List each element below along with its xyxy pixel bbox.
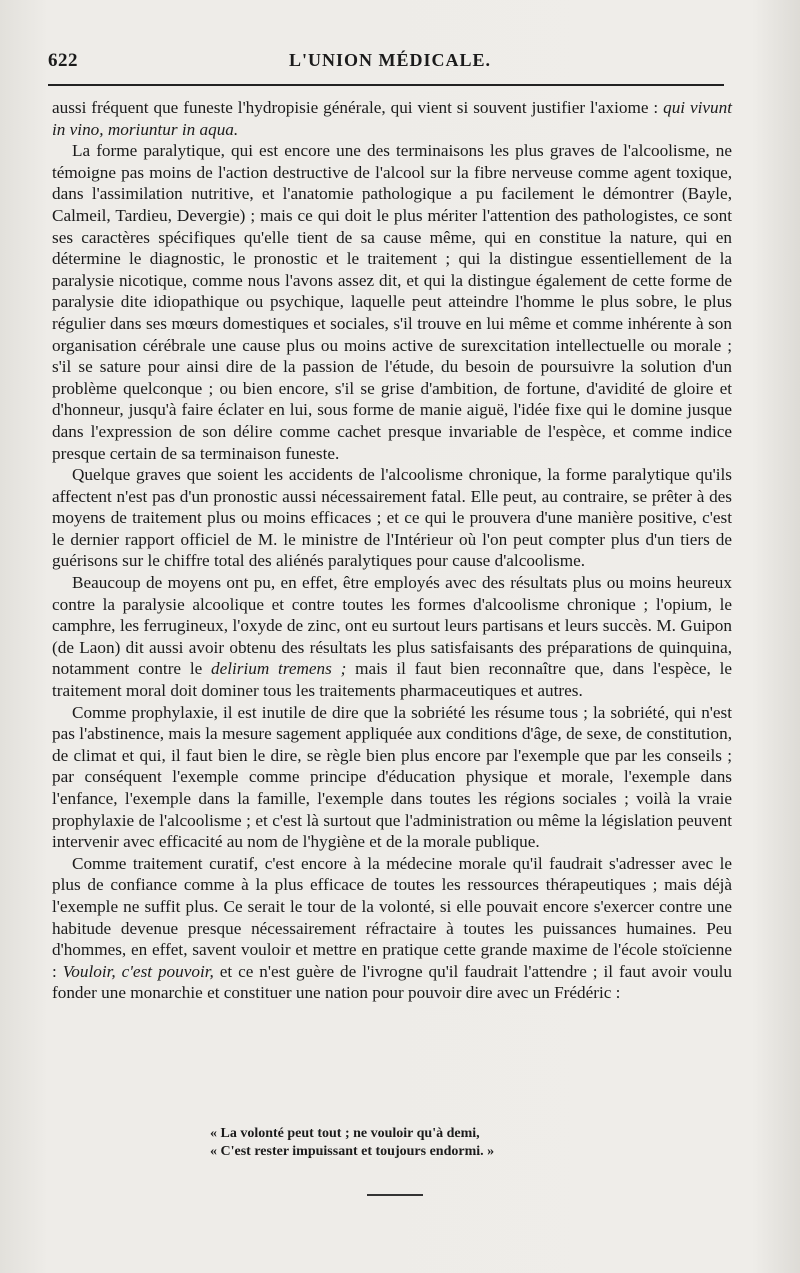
italic-text: delirium tremens ; xyxy=(211,659,347,679)
text-run: La forme paralytique, qui est encore une des terminaisons les plus graves de l'alcoolisme, ne témoigne pas moins de l'action destructive de l'alcool sur la fibre nerveuse comme agent toxique, dans l'assimilation nutritive, et l'anatomie pathologique a pu facilement le démontrer (Bayle, Calmeil, Tardieu, Devergie) ; mais ce qui doit le plus mériter l'attention des pathologistes, ce sont ses caractères spécifiques qu'elle tient de sa cause même, qui en constitue la nature, qui en détermine le diagnostic, le pronostic et le traitement ; qui la distingue essentiellement de la paralysie nicotique, comme nous l'avons assez dit, et qui la distingue également de cette forme de paralysie dite idiopathique ou psychique, laquelle peut atteindre l'homme le plus sobre, le plus régulier dans ses mœurs domestiques et sociales, s'il trouve en lui même et comme inhérente à son organisation cérébrale une cause plus ou moins active de surexcitation intellectuelle ou morale ; s'il se sature pour ainsi dire de la passion de l'étude, du besoin de poursuivre la solution d'un problème quelconque ; ou bien encore, s'il se grise d'ambition, de fortune, d'avidité de gloire et d'honneur, jusqu'à faire éclater en lui, sous forme de manie aiguë, l'idée fixe qui le domine jusque dans l'expression de son délire comme cachet presque invariable de l'espèce, et comme indice presque certain de sa terminaison funeste. xyxy=(52,141,732,463)
paragraph xyxy=(52,572,732,702)
paragraph xyxy=(52,97,732,140)
verse-line-2: « C'est rester impuissant et toujours endormi. » xyxy=(210,1144,495,1159)
italic-text: qui vivunt in vino, moriuntur in aqua. xyxy=(52,98,732,139)
paragraph xyxy=(52,702,732,853)
page-number: 622 xyxy=(48,50,78,71)
verse-line-1: « La volonté peut tout ; ne vouloir qu'à demi, xyxy=(210,1126,480,1141)
text-run: aussi fréquent que funeste l'hydropisie générale, qui vient si souvent justifier l'axiome : xyxy=(52,98,664,117)
header-rule xyxy=(48,84,724,86)
text-run: Quelque graves que soient les accidents de l'alcoolisme chronique, la forme paralytique qu'ils affectent n'est pas d'un pronostic aussi nécessairement fatal. Elle peut, au contraire, se prêter à des moyens de traitement plus ou moins efficaces ; et ce qui le prouvera d'une manière positive, c'est le dernier rapport officiel de M. le ministre de l'Intérieur où l'on peut compter plus d'un tiers de guérisons sur le chiffre total des aliénés paralytiques pour cause d'alcoolisme. xyxy=(52,465,732,571)
italic-text: Vouloir, c'est pouvoir, xyxy=(62,961,214,981)
text-run: mais il faut bien reconnaître que, dans l'espèce, le traitement moral doit dominer tous les traitements pharmaceutiques et autres. xyxy=(52,659,732,701)
running-head: L'UNION MÉDICALE. xyxy=(288,50,492,70)
page-header xyxy=(48,48,732,84)
verse-quote xyxy=(210,1125,650,1161)
text-run: Comme prophylaxie, il est inutile de dire que la sobriété les résume tous ; la sobriété, qui n'est pas l'abstinence, mais la mesure sagement appliquée aux conditions d'âge, de sexe, de constitution, de climat et qui, il faut bien le dire, se règle bien plus encore par l'exemple que par les conseils ; par conséquent l'exemple comme principe d'éducation physique et morale, l'exemple dans l'enfance, l'exemple dans la famille, l'exemple dans toutes les régions sociales ; voilà la vraie prophylaxie de l'alcoolisme ; et c'est là surtout que l'administration ou même la législation peuvent intervenir avec efficacité au nom de l'hygiène et de la morale publique. xyxy=(52,702,732,852)
body-text xyxy=(52,97,732,1004)
paragraph xyxy=(52,464,732,572)
paragraph xyxy=(52,140,732,464)
text-run: Beaucoup de moyens ont pu, en effet, être employés avec des résultats plus ou moins heureux contre la paralysie alcoolique et contre toutes les formes d'alcoolisme chronique ; l'opium, le camphre, les ferrugineux, l'oxyde de zinc, ont eu surtout leurs partisans et leurs succès. M. Guipon (de Laon) dit aussi avoir obtenu des résultats les plus satisfaisants des préparations de quinquina, notamment contre le xyxy=(52,573,732,679)
text-run: et ce n'est guère de l'ivrogne qu'il faudrait l'attendre ; il faut avoir voulu fonder une monarchie et constituer une nation pour pouvoir dire avec un Frédéric : xyxy=(52,961,732,1003)
paragraph xyxy=(52,853,732,1004)
text-run: Comme traitement curatif, c'est encore à la médecine morale qu'il faudrait s'adresser avec le plus de confiance comme à la plus efficace de toutes les ressources thérapeutiques ; mais déjà l'exemple ne suffit plus. Ce serait le tour de la volonté, si elle pouvait encore s'exercer contre une habitude devenue presque nécessairement réfractaire à toutes les puissances humaines. Peu d'hommes, en effet, savent vouloir et mettre en pratique cette grande maxime de l'école stoïcienne : xyxy=(52,853,732,981)
end-rule xyxy=(367,1194,423,1196)
